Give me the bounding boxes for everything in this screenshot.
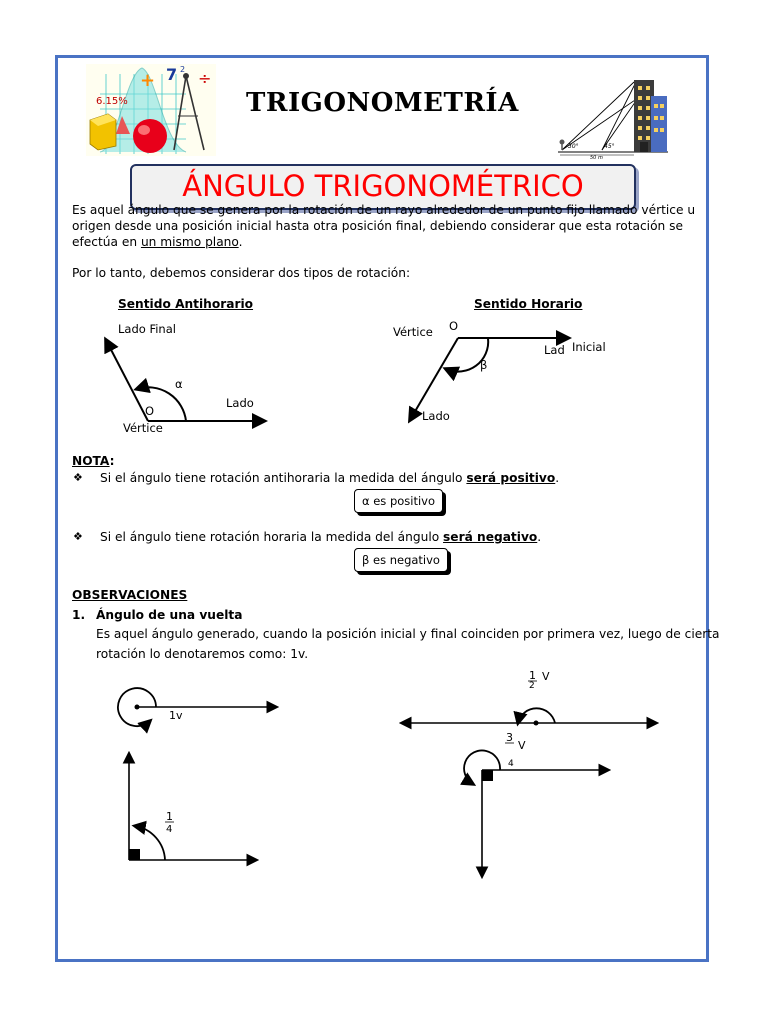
svg-text:2: 2 — [180, 65, 186, 74]
svg-text:3: 3 — [506, 731, 513, 744]
label-origin: O — [145, 404, 155, 418]
svg-text:7: 7 — [166, 65, 178, 84]
svg-text:1v: 1v — [169, 709, 183, 722]
full-turn-figure — [118, 688, 276, 726]
bullet-icon: ❖ — [73, 530, 83, 543]
label-initial-side: Lado — [226, 396, 254, 410]
observacion-line-2: rotación lo denotaremos como: 1v. — [96, 647, 309, 661]
label-final-side: Lado — [422, 409, 450, 423]
svg-text:1: 1 — [529, 669, 536, 682]
intro-line-4: Por lo tanto, debemos considerar dos tipos de rotación: — [72, 266, 411, 280]
label-alpha: α — [175, 377, 183, 391]
quarter-turn-figure — [129, 754, 256, 860]
label-beta: β — [480, 358, 488, 372]
svg-text:30°: 30° — [568, 143, 579, 150]
label-origin: O — [449, 319, 459, 333]
item-title: Ángulo de una vuelta — [96, 608, 243, 622]
section-banner: ÁNGULO TRIGONOMÉTRICO — [130, 164, 636, 210]
building-elevation-logo — [556, 78, 672, 160]
svg-text:÷: ÷ — [198, 69, 212, 88]
label-vertex: Vértice — [123, 421, 163, 435]
alpha-positive-badge: α es positivo — [354, 489, 443, 513]
observacion-line-1: Es aquel ángulo generado, cuando la posición inicial y final coinciden por primera vez, luego de cierta — [96, 627, 720, 641]
nota-item-1: Si el ángulo tiene rotación antihoraria la medida del ángulo será positivo. — [100, 471, 560, 485]
svg-text:4: 4 — [508, 759, 514, 769]
final-side-ray — [410, 338, 458, 420]
item-number: 1. — [72, 608, 86, 622]
nota-item-2: Si el ángulo tiene rotación horaria la medida del ángulo será negativo. — [100, 530, 542, 544]
label-final-side: Lado Final — [118, 322, 176, 336]
heading-clockwise: Sentido Horario — [474, 297, 583, 311]
svg-text:+: + — [140, 70, 156, 91]
underlined-phrase: un mismo plano — [140, 235, 239, 249]
nota-heading: NOTA: — [72, 454, 115, 468]
intro-line-2: origen desde una posición inicial hasta otra posición final, debiendo considerar que esta rotación se — [72, 219, 683, 233]
page-title: TRIGONOMETRÍA — [246, 88, 519, 118]
beta-negative-badge: β es negativo — [354, 548, 448, 572]
svg-text:1: 1 — [166, 810, 173, 823]
observaciones-heading: OBSERVACIONES — [72, 588, 188, 602]
label-vertex: Vértice — [393, 325, 433, 339]
svg-text:2: 2 — [529, 681, 535, 691]
three-quarter-turn-figure — [464, 731, 608, 876]
svg-text:V: V — [518, 739, 526, 752]
anticlockwise-diagram — [90, 320, 290, 440]
heading-anticlockwise: Sentido Antihorario — [118, 297, 254, 311]
label-initial: Inicial — [572, 340, 606, 354]
label-lad: Lad — [544, 343, 565, 357]
svg-text:6.15%: 6.15% — [96, 96, 128, 107]
half-turn-figure — [402, 669, 656, 726]
intro-line-3: efectúa en un mismo plano. — [72, 235, 243, 249]
svg-text:50 m: 50 m — [590, 155, 603, 160]
final-side-ray — [106, 340, 148, 421]
svg-text:45°: 45° — [604, 143, 615, 150]
math-collage-logo — [86, 64, 216, 156]
intro-line-1: Es aquel ángulo que se genera por la rotación de un rayo alrededor de un punto fijo llamado vértice u — [72, 203, 696, 217]
svg-text:V: V — [542, 670, 550, 683]
bullet-icon: ❖ — [73, 471, 83, 484]
svg-text:4: 4 — [166, 824, 173, 835]
angle-figures — [100, 660, 680, 890]
